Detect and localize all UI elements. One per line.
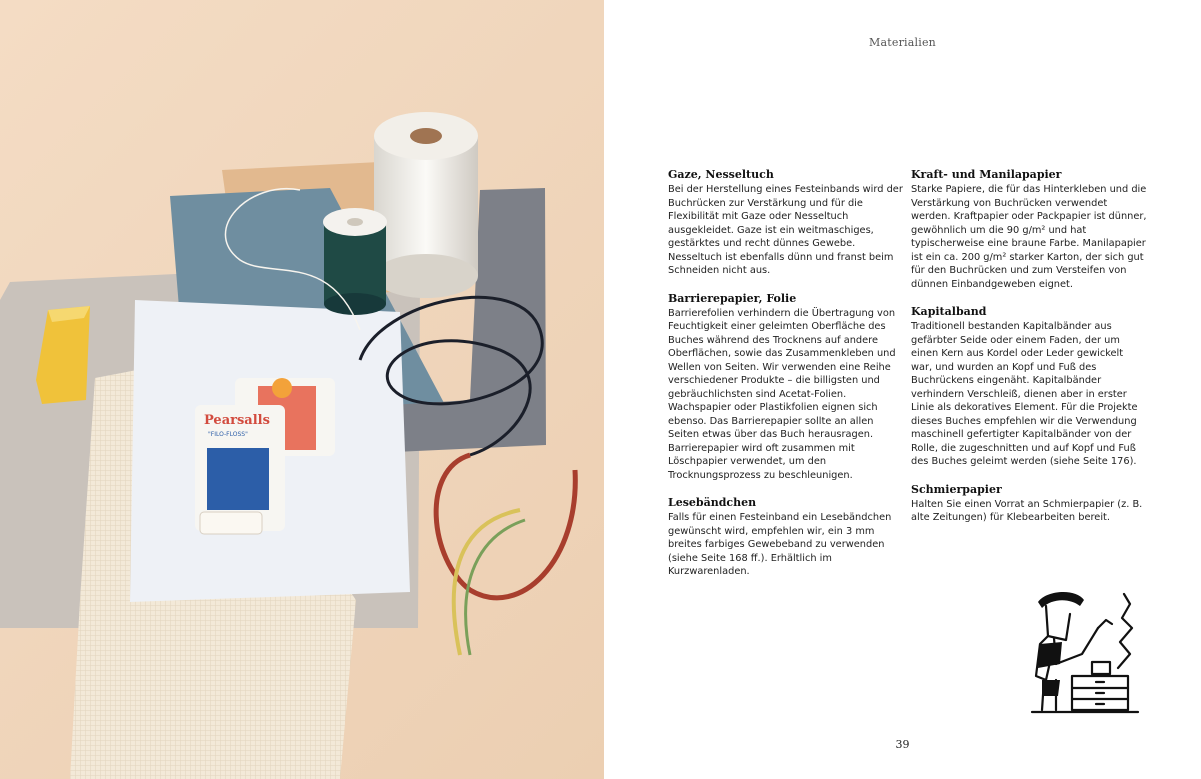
headband-green (466, 520, 525, 655)
section-text: Halten Sie einen Vorrat an Schmierpapier (z. B. alte Zeitungen) für Klebearbeiten bereit. (911, 498, 1143, 523)
section-lesebaendchen (668, 496, 904, 579)
section-title: Lesebändchen (668, 496, 757, 509)
section-title: Barrierepapier, Folie (668, 291, 797, 305)
text-page (604, 0, 1201, 779)
section-gaze (668, 168, 904, 278)
column-left (668, 168, 904, 593)
page-number: 39 (895, 738, 910, 751)
white-thread-spool (374, 112, 478, 298)
section-text: Traditionell bestanden Kapitalbänder aus gefärbter Seide oder einem Faden, der um einen Kern aus Kordel oder Leder gewickelt war, und wurden an Kopf und Fuß des Buchrückens eingenäht. Kapitalbänder verhindern Verschleiß, dienen aber in erster Linie als dekoratives Element. Für die Projekte dieses Buches empfehlen wir die Verwendung maschinell gefertigter Kapitalbänder von der Rolle, die zugeschnitten und auf Kopf und Fuß des Buches geleimt werden (siehe Seite 176). (911, 321, 1138, 467)
section-title: Schmierpapier (911, 482, 1002, 496)
section-kraftpapier (911, 168, 1147, 291)
card-subtitle: "FILO-FLOSS" (208, 431, 248, 438)
green-thread-spool (323, 208, 387, 315)
section-text: Barrierefolien verhindern die Übertragung von Feuchtigkeit einer geleimten Oberfläche des Buches während des Trocknens auf andere Oberflächen, sowie das Zusammenkleben und Wellen von Seiten. Wir verwenden eine Reihe verschiedener Produkte – die billigsten und gebräuchlichsten sind Acetat-Folien. Wachspapier oder Plastikfolien eignen sich ebenso. Das Barrierepapier sollte an allen Seiten etwas über das Buch herausragen. Barrierepapier wird oft zusammen mit Löschpapier verwendet, um den Trocknungsprozess zu beschleunigen. (668, 307, 896, 481)
running-head: Materialien (869, 36, 936, 49)
silk-card-blue (195, 405, 285, 534)
section-schmierpapier (911, 483, 1147, 525)
bookbinder-illustration (1026, 584, 1144, 720)
section-text: Starke Papiere, die für das Hinterkleben und die Verstärkung von Buchrücken verwendet werden. Kraftpapier oder Packpapier ist dünner, gewöhnlich um die 90 g/m² und hat typischerweise eine braune Farbe. Manilapapier ist ein ca. 200 g/m² starker Karton, der sich gut für den Buchrücken und zum Versteifen von dünnen Einbandgeweben eignet. (911, 184, 1147, 290)
section-text: Falls für einen Festeinband ein Lesebändchen gewünscht wird, empfehlen wir, ein 3 mm breites farbiges Gewebeband zu verwenden (siehe Seite 168 ff.). Erhältlich im Kurzwarenladen. (668, 512, 892, 577)
section-barrierepapier (668, 292, 904, 483)
section-title: Gaze, Nesseltuch (668, 168, 774, 181)
section-title: Kapitalband (911, 305, 987, 318)
column-right (911, 168, 1147, 539)
section-kapitalband (911, 305, 1147, 469)
section-text: Bei der Herstellung eines Festeinbands wird der Buchrücken zur Verstärkung und für die Flexibilität mit Gaze oder Nesseltuch ausgekleidet. Gaze ist ein weitmaschiges, gestärktes und recht dünnes Gewebe. Nesseltuch ist ebenfalls dünn und franst beim Schneiden nicht aus. (668, 184, 903, 276)
section-title: Kraft- und Manilapapier (911, 168, 1062, 181)
card-brand: Pearsalls (204, 413, 270, 428)
